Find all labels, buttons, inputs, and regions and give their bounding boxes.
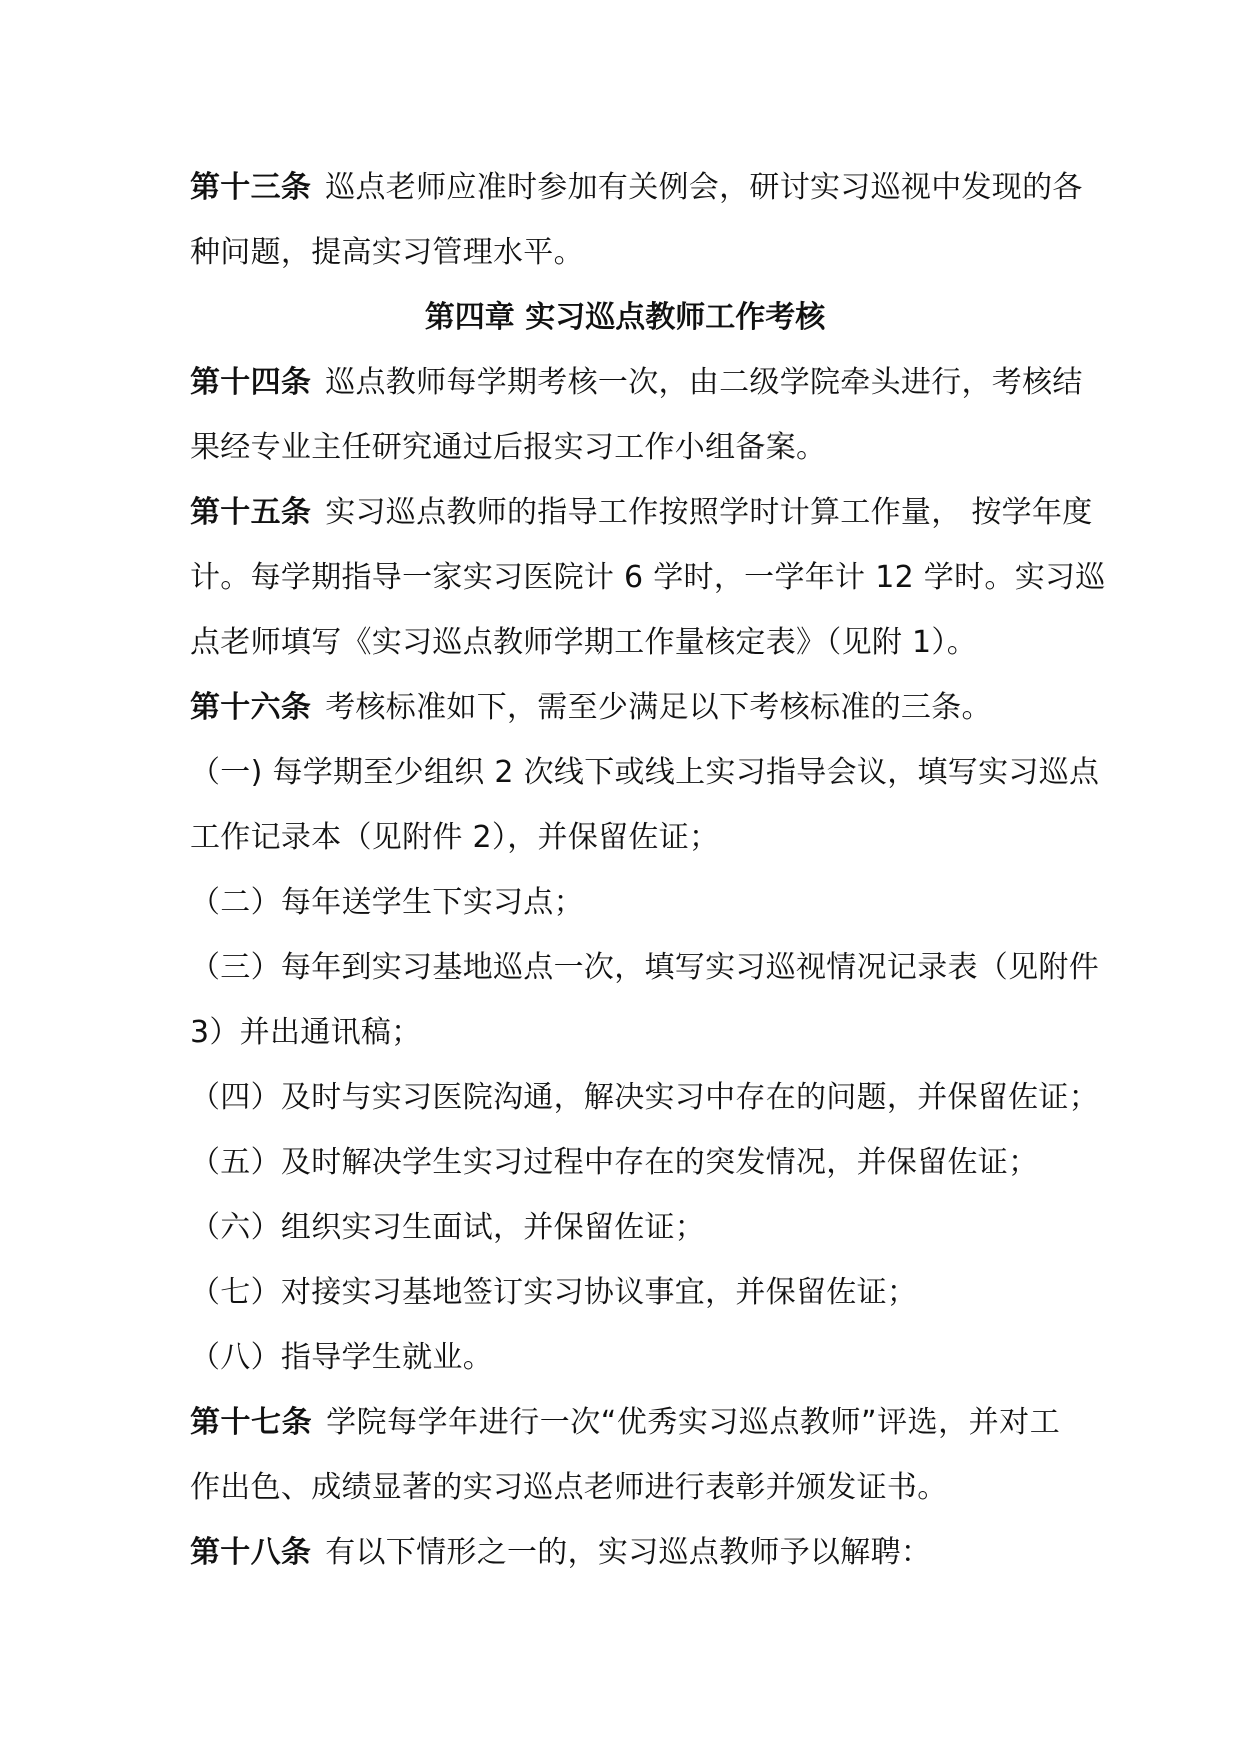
article-15-line-1 [190,480,1093,545]
article-14-label: 第十四条 [190,365,312,400]
article-16-line-1 [190,675,1060,740]
article-17-label: 第十七条 [190,1405,313,1440]
article-16-item-2: （二）每年送学生下实习点； [190,885,584,920]
article-15-line-3: 点老师填写《实习巡点教师学期工作量核定表》（见附 1）。 [190,625,978,660]
article-16-item-3-line-2: 3）并出通讯稿； [190,1015,422,1050]
article-17-text-1: 学院每学年进行一次“优秀实习巡点教师”评选，并对工 [326,1405,1060,1440]
article-16-text-1: 考核标准如下，需至少满足以下考核标准的三条。 [325,690,992,725]
article-18-line-1 [190,1520,1060,1585]
article-17-line-2: 作出色、成绩显著的实习巡点老师进行表彰并颁发证书。 [190,1470,948,1505]
article-16-item-8: （八）指导学生就业。 [190,1340,493,1375]
article-17-line-1 [190,1390,1060,1455]
article-16-item-6: （六）组织实习生面试，并保留佐证； [190,1210,706,1245]
article-13-label: 第十三条 [190,170,312,205]
article-18-text-1: 有以下情形之一的，实习巡点教师予以解聘： [325,1535,932,1570]
article-13-line-2: 种问题，提高实习管理水平。 [190,235,584,270]
article-18-label: 第十八条 [190,1535,312,1570]
article-15-label: 第十五条 [190,495,312,530]
article-16-item-4: （四）及时与实习医院沟通，解决实习中存在的问题，并保留佐证； [190,1080,1099,1115]
article-16-item-7: （七）对接实习基地签订实习协议事宜，并保留佐证； [190,1275,918,1310]
article-13-text-1: 巡点老师应准时参加有关例会，研讨实习巡视中发现的各 [325,170,1083,205]
article-15-line-2: 计。每学期指导一家实习医院计 6 学时，一学年计 12 学时。实习巡 [190,560,1106,595]
article-16-item-5: （五）及时解决学生实习过程中存在的突发情况，并保留佐证； [190,1145,1039,1180]
article-16-item-1-line-2: 工作记录本（见附件 2），并保留佐证； [190,820,720,855]
article-14-line-1 [190,350,1083,415]
article-16-label: 第十六条 [190,690,312,725]
article-15-text-1: 实习巡点教师的指导工作按照学时计算工作量， 按学年度 [325,495,1093,530]
article-14-text-1: 巡点教师每学期考核一次，由二级学院牵头进行，考核结 [325,365,1083,400]
article-16-item-3-line-1: （三）每年到实习基地巡点一次，填写实习巡视情况记录表（见附件 [190,950,1099,985]
document-page [190,155,1106,1585]
chapter-4-heading: 第四章 实习巡点教师工作考核 [424,300,826,335]
article-13-line-1 [190,155,1083,220]
article-16-item-1-line-1: （一) 每学期至少组织 2 次线下或线上实习指导会议，填写实习巡点 [190,755,1100,790]
article-14-line-2: 果经专业主任研究通过后报实习工作小组备案。 [190,430,827,465]
